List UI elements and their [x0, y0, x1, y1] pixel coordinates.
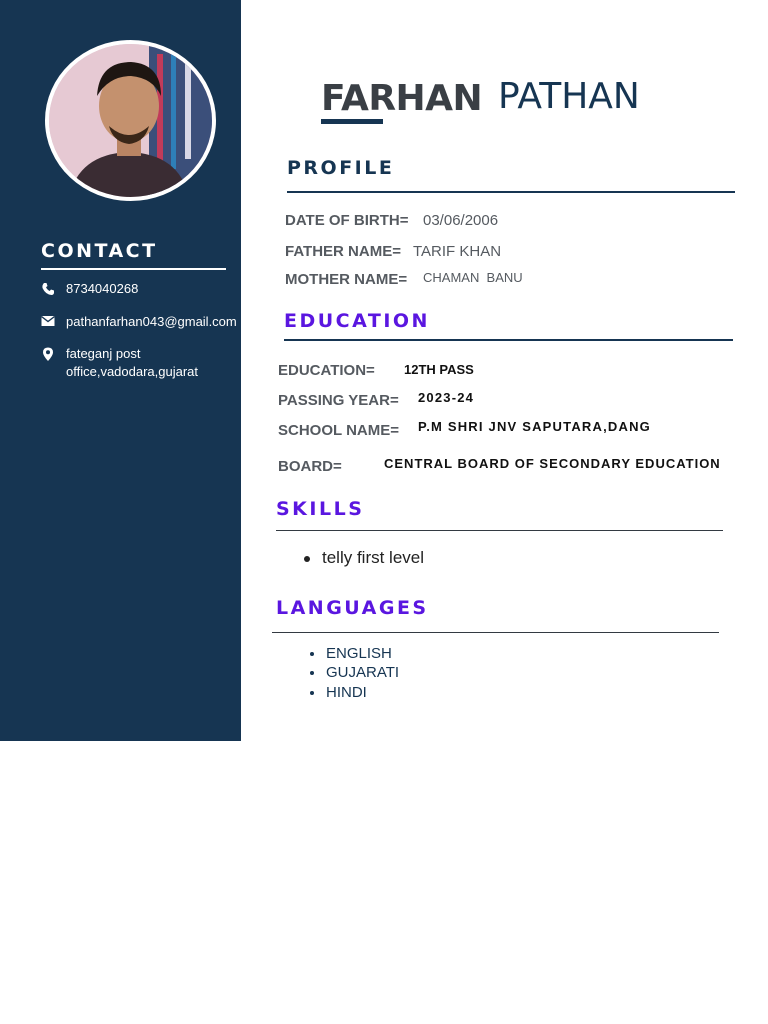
contact-address-line1: fateganj post — [66, 346, 141, 361]
passing-year-value: 2023-24 — [418, 390, 475, 405]
contact-phone[interactable]: 8734040268 — [66, 281, 139, 296]
contact-address-line2: office,vadodara,gujarat — [66, 364, 199, 379]
education-label: EDUCATION= — [278, 362, 375, 379]
father-name-label: FATHER NAME= — [285, 243, 401, 260]
education-value: 12TH PASS — [404, 362, 474, 377]
contact-heading: CONTACT — [41, 240, 158, 262]
languages-divider — [272, 632, 719, 633]
last-name: PATHAN — [498, 76, 640, 117]
bullet-icon — [304, 556, 310, 562]
first-name: FARHAN — [321, 78, 483, 119]
dob-label: DATE OF BIRTH= — [285, 212, 409, 229]
mother-name-value: CHAMAN BANU — [423, 270, 523, 285]
profile-heading: PROFILE — [287, 157, 395, 179]
skills-heading: SKILLS — [276, 498, 365, 520]
bullet-icon — [310, 671, 314, 675]
skill-item-text: telly first level — [322, 548, 425, 567]
language-item-text: GUJARATI — [326, 664, 400, 681]
contact-email[interactable]: pathanfarhan043@gmail.com — [66, 314, 237, 329]
board-value: CENTRAL BOARD OF SECONDARY EDUCATION — [384, 456, 721, 471]
bullet-icon — [310, 652, 314, 656]
sidebar — [0, 0, 241, 741]
language-item-text: ENGLISH — [326, 645, 392, 662]
location-pin-icon — [41, 347, 55, 361]
language-item — [310, 664, 399, 681]
contact-divider — [41, 268, 226, 270]
languages-heading: LANGUAGES — [276, 597, 429, 619]
bullet-icon — [310, 691, 314, 695]
education-heading: EDUCATION — [284, 310, 430, 332]
school-name-value: P.M SHRI JNV SAPUTARA,DANG — [418, 419, 651, 434]
education-divider — [284, 339, 733, 341]
skills-divider — [276, 530, 723, 531]
skill-item — [304, 548, 424, 568]
profile-divider — [287, 191, 735, 193]
school-name-label: SCHOOL NAME= — [278, 422, 399, 439]
profile-photo-illustration — [49, 44, 212, 197]
name-underline — [321, 119, 383, 124]
language-item-text: HINDI — [326, 684, 367, 701]
dob-value: 03/06/2006 — [423, 212, 499, 229]
language-item — [310, 645, 392, 662]
phone-icon — [41, 282, 55, 296]
language-item — [310, 684, 367, 701]
profile-photo — [45, 40, 216, 201]
mail-icon — [41, 314, 55, 328]
board-label: BOARD= — [278, 458, 342, 475]
father-name-value: TARIF KHAN — [413, 243, 502, 260]
passing-year-label: PASSING YEAR= — [278, 392, 399, 409]
mother-name-label: MOTHER NAME= — [285, 271, 408, 288]
